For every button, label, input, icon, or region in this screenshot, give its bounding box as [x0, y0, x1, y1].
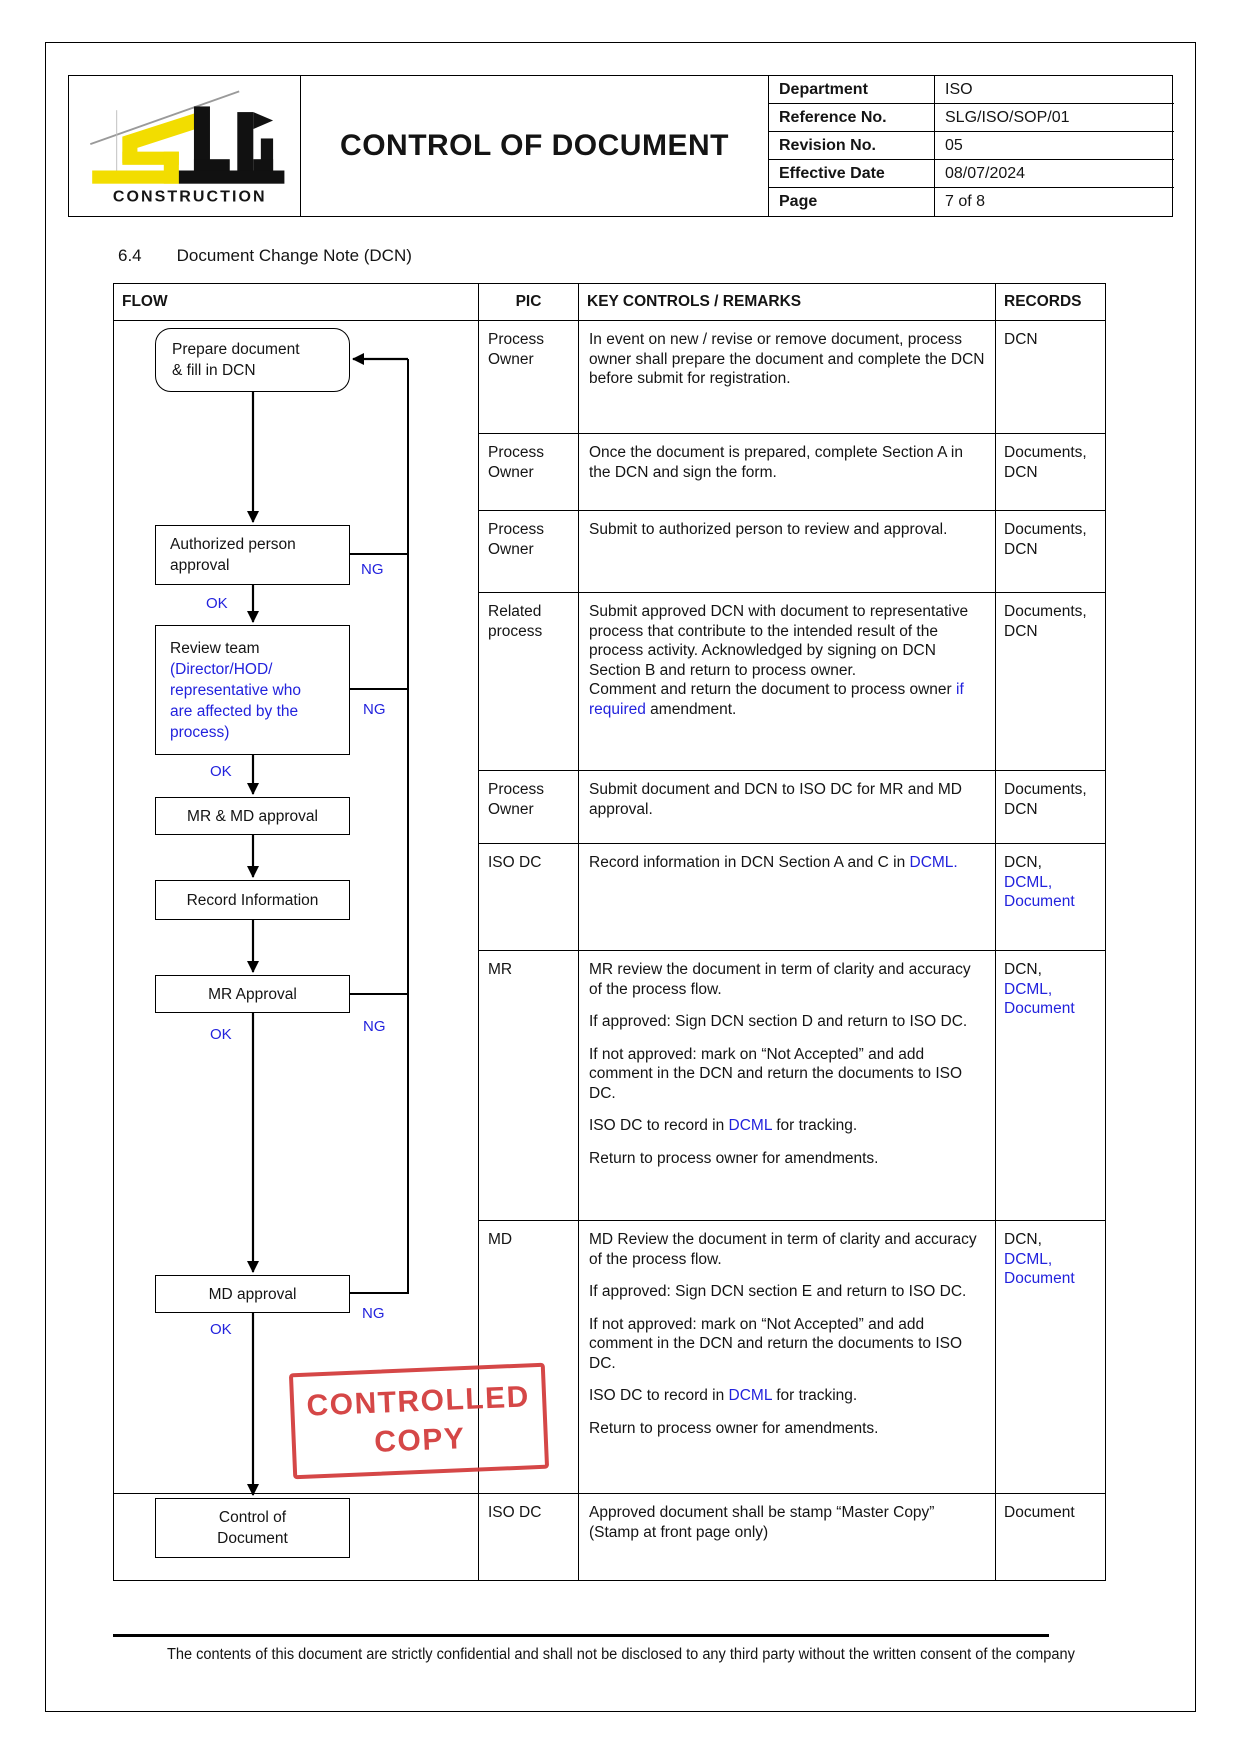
remarks-cell: [579, 951, 996, 1221]
records-line: Document: [1004, 893, 1075, 910]
remarks-paragraph: In event on new / revise or remove document, process owner shall prepare the document and complete the DCN before submit for registration.: [589, 331, 985, 387]
records-line: Documents,: [1004, 781, 1087, 798]
remarks-paragraph: Once the document is prepared, complete Section A in the DCN and sign the form.: [589, 444, 963, 481]
stamp-line: CONTROLLED: [305, 1380, 531, 1423]
remarks-paragraph: If not approved: mark on “Not Accepted” and add comment in the DCN and return the documents to ISO DC.: [589, 1045, 963, 1102]
records-line: DCN: [1004, 331, 1038, 348]
header-info-value: SLG/ISO/SOP/01: [935, 104, 1174, 132]
dcn-flow-table: [113, 283, 1106, 1581]
pic-cell: ISO DC: [479, 1494, 579, 1581]
remarks-paragraph: MD Review the document in term of clarity and accuracy of the process flow.: [589, 1231, 977, 1268]
pic-cell: Process Owner: [479, 321, 579, 434]
flow-box-mr: MR Approval: [155, 975, 350, 1013]
records-line: Document: [1004, 1504, 1075, 1521]
company-logo: [69, 76, 301, 216]
remarks-paragraph: If approved: Sign DCN section E and return to ISO DC.: [589, 1283, 967, 1300]
flow-edge-label-ok: OK: [206, 595, 228, 612]
flow-edge-label-ng: NG: [361, 561, 384, 578]
flow-box-mrmd: MR & MD approval: [155, 797, 350, 835]
pic-cell: MD: [479, 1221, 579, 1494]
remarks-paragraph: Return to process owner for amendments.: [589, 1149, 879, 1167]
records-line: DCN: [1004, 540, 1038, 558]
remarks-cell: [579, 511, 996, 593]
records-cell: [996, 951, 1106, 1221]
flow-edge-label-ng: NG: [363, 701, 386, 718]
remarks-paragraph: If not approved: mark on “Not Accepted” and add comment in the DCN and return the documents to ISO DC.: [589, 1315, 963, 1372]
section-heading: [118, 246, 412, 266]
column-header-records: RECORDS: [996, 284, 1106, 321]
flow-column-last-cell: [114, 1494, 479, 1581]
records-cell: [996, 1221, 1106, 1494]
flow-box-md: MD approval: [155, 1275, 350, 1313]
records-line: DCN: [1004, 622, 1038, 640]
remarks-cell: [579, 771, 996, 844]
records-cell: [996, 1494, 1106, 1581]
section-title: Document Change Note (DCN): [176, 246, 412, 265]
remarks-paragraph: ISO DC to record in DCML for tracking.: [589, 1117, 858, 1134]
records-line: DCN: [1004, 463, 1038, 481]
footer-divider: [113, 1634, 1049, 1637]
flow-edge-label-ok: OK: [210, 763, 232, 780]
records-line: Documents,: [1004, 603, 1087, 620]
remarks-paragraph: Return to process owner for amendments.: [589, 1419, 879, 1437]
records-line: DCML,: [1004, 873, 1053, 891]
records-line: Documents,: [1004, 521, 1087, 538]
remarks-paragraph: Comment and return the document to process owner if required amendment.: [589, 681, 964, 718]
records-cell: [996, 771, 1106, 844]
records-line: DCN,: [1004, 961, 1042, 978]
records-line: DCN: [1004, 800, 1038, 818]
flow-edge-label-ng: NG: [362, 1305, 385, 1322]
records-cell: [996, 434, 1106, 511]
records-line: DCN,: [1004, 854, 1042, 871]
pic-cell: MR: [479, 951, 579, 1221]
remarks-paragraph: MR review the document in term of clarity and accuracy of the process flow.: [589, 961, 971, 998]
records-cell: [996, 844, 1106, 951]
document-title: CONTROL OF DOCUMENT: [301, 76, 769, 216]
header-info-value: 7 of 8: [945, 193, 986, 210]
pic-cell: Process Owner: [479, 511, 579, 593]
pic-cell: Related process: [479, 593, 579, 771]
pic-cell: Process Owner: [479, 434, 579, 511]
column-header-pic: PIC: [479, 284, 579, 321]
remarks-paragraph: ISO DC to record in DCML for tracking.: [589, 1387, 858, 1404]
svg-text:CONSTRUCTION: CONSTRUCTION: [112, 188, 267, 206]
remarks-cell: [579, 321, 996, 434]
header-info-value: 08/07/2024: [935, 160, 1174, 188]
records-line: DCML,: [1004, 980, 1053, 998]
header-info-label: Revision No.: [769, 132, 935, 160]
pic-cell: ISO DC: [479, 844, 579, 951]
flow-box-auth: Authorized person approval: [155, 525, 350, 585]
header-info-value: ISO: [935, 76, 1174, 104]
flow-column-cell: [114, 321, 479, 1494]
flow-box-record: Record Information: [155, 880, 350, 920]
remarks-paragraph: Submit document and DCN to ISO DC for MR and MD approval.: [589, 781, 962, 818]
remarks-cell: [579, 1221, 996, 1494]
header-info-label: Page: [769, 188, 935, 216]
remarks-cell: [579, 1494, 996, 1581]
flow-box-prepare: Prepare document & fill in DCN: [155, 328, 350, 392]
remarks-cell: [579, 593, 996, 771]
flow-box-control: Control of Document: [155, 1498, 350, 1558]
remarks-paragraph: Approved document shall be stamp “Master Copy” (Stamp at front page only): [589, 1504, 935, 1541]
remarks-cell: [579, 844, 996, 951]
flow-edge-label-ng: NG: [363, 1018, 386, 1035]
header-info-label: Department: [769, 76, 935, 104]
flow-edge-label-ok: OK: [210, 1026, 232, 1043]
column-header-key-controls: KEY CONTROLS / REMARKS: [579, 284, 996, 321]
remarks-paragraph: If approved: Sign DCN section D and return to ISO DC.: [589, 1013, 968, 1030]
records-cell: [996, 511, 1106, 593]
slg-construction-logo-icon: [79, 82, 291, 210]
flow-edge-label-ok: OK: [210, 1321, 232, 1338]
records-line: Document: [1004, 1270, 1075, 1287]
records-line: Document: [1004, 1000, 1075, 1017]
remarks-paragraph: Submit to authorized person to review and approval.: [589, 521, 948, 538]
remarks-paragraph: Record information in DCN Section A and C in DCML.: [589, 854, 958, 871]
records-line: DCML,: [1004, 1250, 1053, 1268]
column-header-flow: FLOW: [114, 284, 479, 321]
footer-note: The contents of this document are strictly confidential and shall not be disclosed to any third party without the written consent of the company: [166, 1646, 1075, 1663]
records-cell: [996, 321, 1106, 434]
header-info-label: Effective Date: [769, 160, 935, 188]
stamp-line: COPY: [373, 1422, 466, 1459]
records-line: DCN,: [1004, 1231, 1042, 1248]
section-number: 6.4: [118, 246, 142, 265]
header-info-label: Reference No.: [769, 104, 935, 132]
header-info-value: 05: [935, 132, 1174, 160]
records-cell: [996, 593, 1106, 771]
flow-box-review: Review team (Director/HOD/ representative who are affected by the process): [155, 625, 350, 755]
pic-cell: Process Owner: [479, 771, 579, 844]
records-line: Documents,: [1004, 444, 1087, 461]
remarks-cell: [579, 434, 996, 511]
document-header: [68, 75, 1173, 217]
remarks-paragraph: Submit approved DCN with document to representative process that contribute to the intended result of the process activity. Acknowledged by signing on DCN Section B and return to process owner.: [589, 603, 969, 679]
